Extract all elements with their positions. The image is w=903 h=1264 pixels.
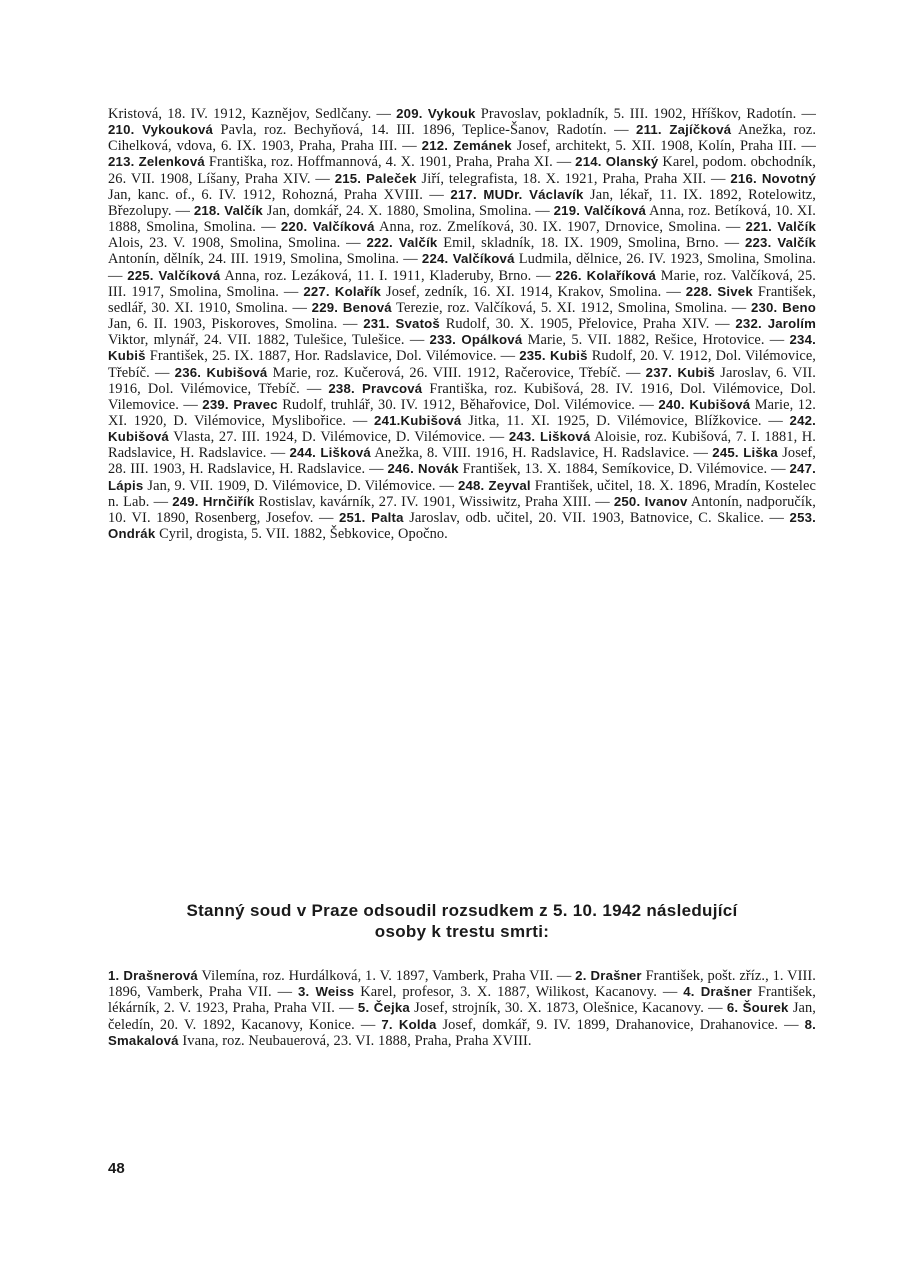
person-name: 235. Kubiš: [519, 348, 588, 364]
page-number: 48: [108, 1160, 125, 1177]
person-details: Jan, lékař, 11. IX. 1892, Rotelowitz, Březolupy. —: [108, 186, 816, 219]
person-name: 238. Pravcová: [328, 380, 423, 396]
person-name: 8. Smakalová: [108, 1016, 816, 1048]
person-name: 211. Zajíčková: [636, 122, 732, 138]
person-name: 6. Šourek: [726, 1000, 789, 1016]
person-details: Pravoslav, pokladník, 5. III. 1902, Hříškov, Radotín. —: [475, 106, 816, 122]
person-name: 5. Čejka: [357, 1000, 410, 1016]
person-details: Jaroslav, 6. VII. 1916, Dol. Vilémovice, Třebíč. —: [108, 364, 816, 397]
victims-list-paragraph: [108, 106, 816, 542]
person-name: 247. Lápis: [108, 461, 816, 493]
person-name: 230. Beno: [750, 299, 817, 315]
person-name: 231. Svatoš: [363, 316, 440, 332]
person-details: Vilemína, roz. Hurdálková, 1. V. 1897, Vamberk, Praha VII. —: [197, 968, 576, 984]
person-details: Jan, domkář, 24. X. 1880, Smolina, Smolina. —: [262, 202, 554, 219]
person-name: 220. Valčíková: [280, 219, 375, 235]
person-name: 240. Kubišová: [658, 396, 751, 412]
person-details: František, lékárník, 2. V. 1923, Praha, Praha VII. —: [108, 984, 816, 1017]
person-name: 224. Valčíková: [421, 251, 515, 267]
person-name: 221. Valčík: [745, 219, 816, 235]
person-details: Terezie, roz. Valčíková, 5. XI. 1912, Smolina, Smolina. —: [391, 299, 751, 316]
person-details: Rudolf, 30. X. 1905, Přelovice, Praha XIV. —: [439, 316, 736, 333]
person-details: Jiří, telegrafista, 18. X. 1921, Praha, Praha XII. —: [416, 170, 731, 187]
person-details: Josef, zedník, 16. XI. 1914, Krakov, Smolina. —: [381, 283, 686, 300]
person-details: František, pošt. zříz., 1. VIII. 1896, Vamberk, Praha VII. —: [108, 968, 816, 1001]
person-name: 249. Hrnčiřík: [172, 493, 255, 509]
person-details: Anežka, roz. Cihelková, vdova, 6. IX. 1903, Praha, Praha III. —: [108, 122, 817, 155]
person-name: 3. Weiss: [297, 984, 355, 1000]
person-details: Marie, 5. VII. 1882, Rešice, Hrotovice. —: [522, 332, 790, 349]
person-details: Josef, domkář, 9. IV. 1899, Drahanovice, Drahanovice. —: [436, 1016, 805, 1033]
person-details: Jitka, 11. XI. 1925, D. Vilémovice, Blížkovice. —: [461, 412, 790, 429]
person-name: 250. Ivanov: [613, 493, 688, 509]
person-details: Alois, 23. V. 1908, Smolina, Smolina. —: [108, 235, 367, 252]
person-name: 218. Valčík: [193, 202, 263, 218]
person-name: 209. Vykouk: [396, 106, 476, 121]
person-name: 243. Lišková: [508, 429, 591, 445]
person-name: 241.Kubišová: [374, 412, 462, 428]
person-name: 214. Olanský: [575, 154, 659, 170]
person-name: 217. MUDr. Václavík: [450, 186, 584, 202]
person-details: Marie, 12. XI. 1920, D. Vilémovice, Myslibořice. —: [108, 396, 816, 429]
person-details: Jan, čeledín, 20. V. 1892, Kacanovy, Konice. —: [108, 1000, 817, 1033]
section-heading-line-2: osoby k trestu smrti:: [374, 922, 550, 941]
person-name: 219. Valčíková: [553, 202, 647, 218]
person-name: 210. Vykouková: [108, 122, 214, 138]
person-name: 233. Opálková: [429, 332, 523, 348]
person-details: Marie, roz. Valčíková, 25. III. 1917, Smolina, Smolina. —: [108, 267, 816, 300]
person-name: 237. Kubiš: [645, 364, 716, 380]
person-name: 236. Kubišová: [174, 364, 268, 380]
person-details: František, 13. X. 1884, Semíkovice, D. Vilémovice. —: [458, 461, 790, 478]
person-name: 215. Paleček: [334, 170, 417, 186]
person-name: 229. Benová: [311, 299, 392, 315]
person-details: Josef, strojník, 30. X. 1873, Olešnice, Kacanovy. —: [409, 1000, 727, 1017]
person-name: 248. Zeyval: [457, 477, 531, 493]
person-name: 225. Valčíková: [127, 267, 221, 283]
person-details: Ivana, roz. Neubauerová, 23. VI. 1888, Praha, Praha XVIII.: [178, 1032, 532, 1049]
person-name: 213. Zelenková: [108, 154, 205, 170]
person-details: Marie, roz. Kučerová, 26. VIII. 1912, Račerovice, Třebíč. —: [267, 364, 646, 381]
person-details: František, sedlář, 30. XI. 1910, Smolina. —: [108, 283, 816, 316]
person-name: 226. Kolaříková: [555, 267, 657, 283]
person-details: Karel, podom. obchodník, 26. VII. 1908, Líšany, Praha XIV. —: [108, 154, 816, 187]
person-name: 234. Kubiš: [108, 332, 816, 364]
person-details: Františka, roz. Kubišová, 28. IV. 1916, Dol. Vilémovice, Dol. Vilemovice. —: [108, 380, 816, 413]
person-name: 244. Lišková: [289, 445, 371, 461]
person-details: Anna, roz. Betíková, 10. XI. 1888, Smolina, Smolina. —: [108, 202, 816, 236]
person-details: Jan, 6. II. 1903, Piskoroves, Smolina. —: [108, 316, 364, 333]
person-details: Rostislav, kavárník, 27. IV. 1901, Wissiwitz, Praha XIII. —: [254, 493, 614, 510]
person-name: 7. Kolda: [381, 1016, 437, 1032]
person-name: 242. Kubišová: [108, 412, 817, 445]
person-details: Anna, roz. Lezáková, 11. I. 1911, Kladeruby, Brno. —: [220, 267, 556, 284]
person-name: 222. Valčík: [366, 235, 438, 251]
person-details: Rudolf, truhlář, 30. IV. 1912, Běhařovice, Dol. Vilémovice. —: [277, 396, 659, 413]
person-details: Josef, architekt, 5. XII. 1908, Kolín, Praha III. —: [511, 138, 816, 155]
person-details: Ludmila, dělnice, 26. IV. 1923, Smolina, Smolina. —: [108, 251, 816, 284]
person-details: František, 25. IX. 1887, Hor. Radslavice, Dol. Vilémovice. —: [145, 348, 520, 365]
person-details: František, učitel, 18. X. 1896, Mradín, Kostelec n. Lab. —: [108, 477, 816, 510]
person-name: 232. Jarolím: [735, 316, 817, 332]
person-name: 4. Drašner: [683, 984, 752, 1000]
person-name: 246. Novák: [387, 461, 459, 477]
person-name: 251. Palta: [338, 509, 404, 525]
person-details: Rudolf, 20. V. 1912, Dol. Vilémovice, Třebíč. —: [108, 348, 817, 381]
person-details: Anna, roz. Zmelíková, 30. IX. 1907, Drnovice, Smolina. —: [374, 219, 746, 236]
person-name: 239. Pravec: [202, 396, 278, 412]
person-details: Aloisie, roz. Kubišová, 7. I. 1881, H. Radslavice, H. Radslavice. —: [108, 429, 816, 462]
person-name: 216. Novotný: [730, 170, 816, 186]
person-details: Jaroslav, odb. učitel, 20. VII. 1903, Batnovice, C. Skalice. —: [403, 509, 790, 526]
person-details: Kristová, 18. IV. 1912, Kaznějov, Sedlčany. —: [108, 106, 397, 122]
person-name: 2. Drašner: [575, 968, 642, 983]
person-name: 223. Valčík: [744, 235, 816, 251]
section-heading-line-1: Stanný soud v Praze odsoudil rozsudkem z 5. 10. 1942 následující: [186, 901, 738, 920]
person-details: Jan, kanc. of., 6. IV. 1912, Rohozná, Praha XVIII. —: [108, 186, 451, 203]
person-details: Viktor, mlynář, 24. VII. 1882, Tulešice, Tulešice. —: [108, 332, 430, 349]
person-name: 1. Drašnerová: [108, 968, 198, 983]
person-name: 228. Sivek: [685, 283, 753, 299]
person-details: Františka, roz. Hoffmannová, 4. X. 1901, Praha, Praha XI. —: [204, 154, 576, 171]
person-name: 212. Zemánek: [421, 138, 512, 154]
person-details: Pavla, roz. Bechyňová, 14. III. 1896, Teplice-Šanov, Radotín. —: [213, 122, 637, 139]
person-details: Emil, skladník, 18. IX. 1909, Smolina, Brno. —: [437, 235, 745, 252]
person-details: Anežka, 8. VIII. 1916, H. Radslavice, H. Radslavice. —: [370, 445, 713, 462]
person-name: 245. Liška: [712, 445, 778, 461]
person-name: 253. Ondrák: [108, 509, 816, 542]
person-details: Antonín, nadporučík, 10. VI. 1890, Rosenberg, Josefov. —: [108, 493, 816, 526]
person-details: Josef, 28. III. 1903, H. Radslavice, H. Radslavice. —: [108, 445, 816, 478]
person-details: Vlasta, 27. III. 1924, D. Vilémovice, D. Vilémovice. —: [168, 429, 509, 446]
person-name: 227. Kolařík: [303, 283, 382, 299]
person-details: Antonín, dělník, 24. III. 1919, Smolina, Smolina. —: [108, 251, 422, 268]
section-heading: [108, 900, 816, 942]
sentenced-list-paragraph: [108, 968, 816, 1049]
person-details: Karel, profesor, 3. X. 1887, Wilikost, Kacanovy. —: [354, 984, 684, 1001]
person-details: Jan, 9. VII. 1909, D. Vilémovice, D. Vilémovice. —: [143, 477, 458, 494]
person-details: Cyril, drogista, 5. VII. 1882, Šebkovice, Opočno.: [155, 526, 448, 543]
